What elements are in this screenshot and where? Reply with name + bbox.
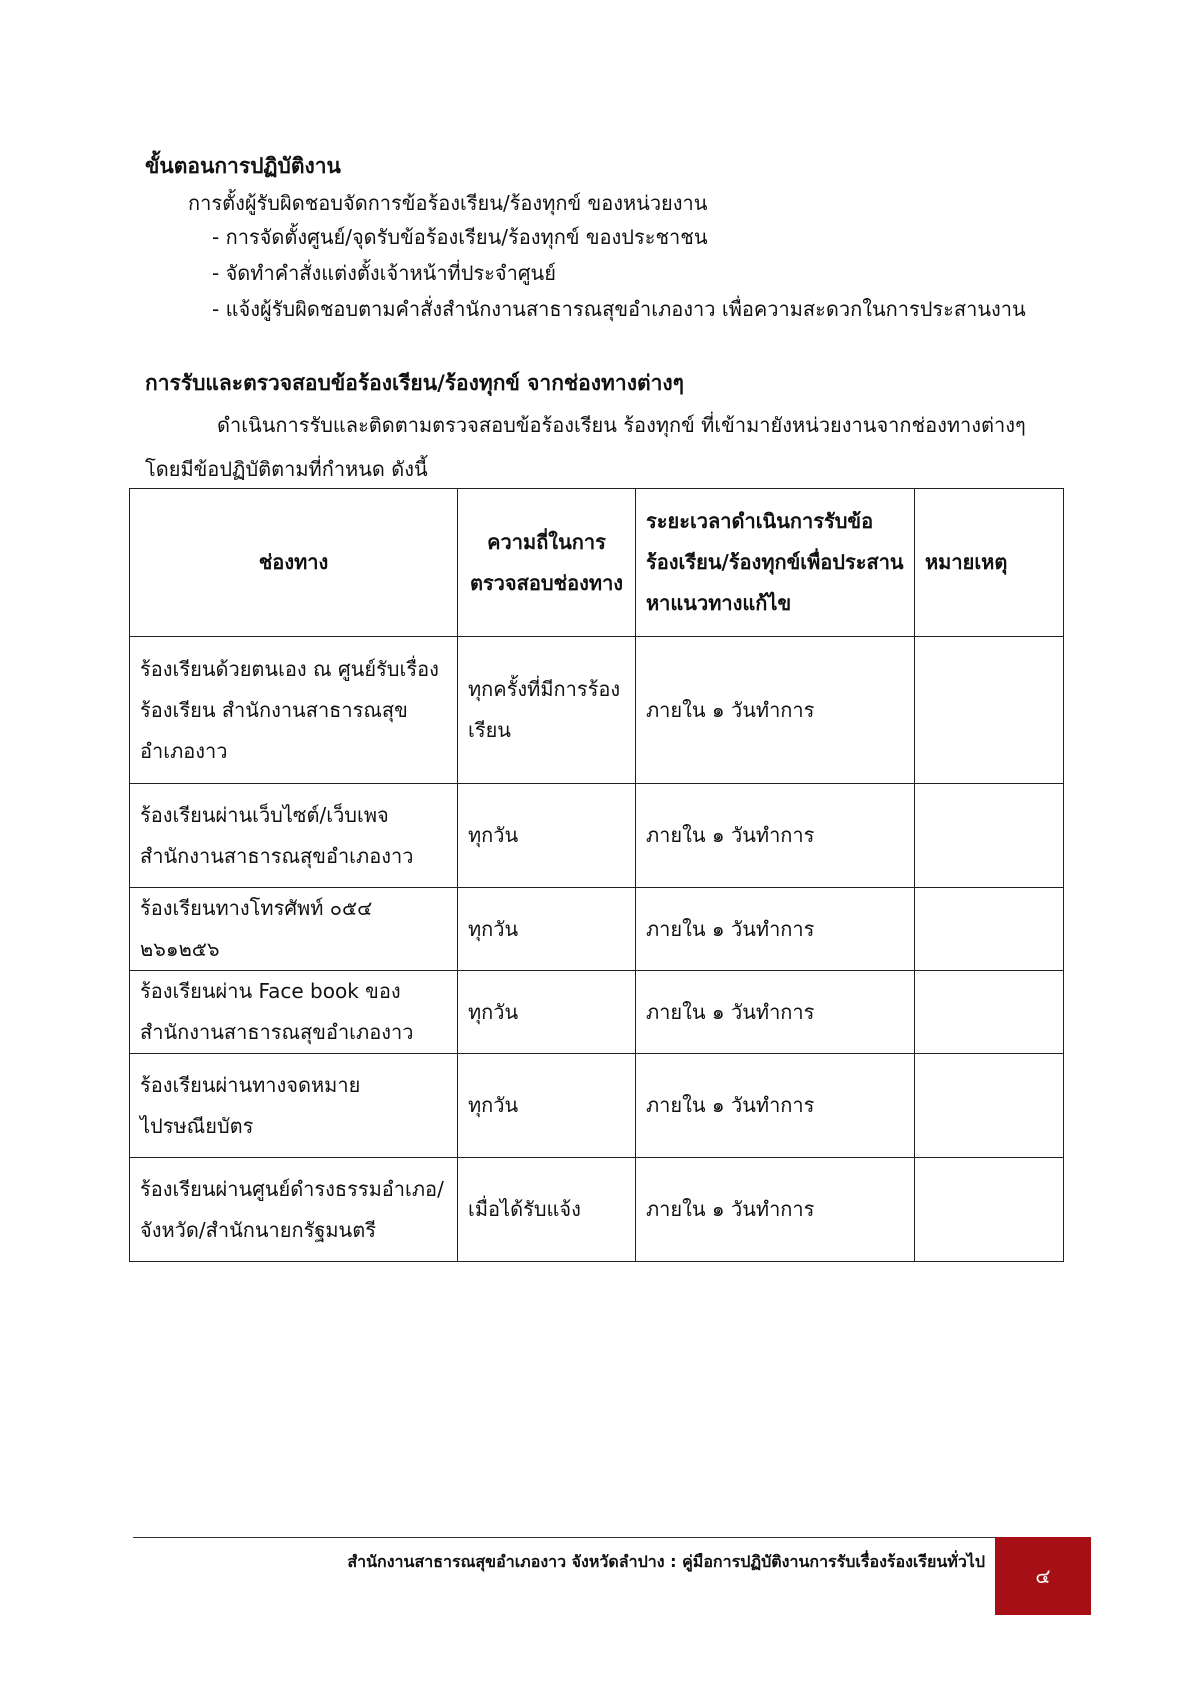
- page-number-badge: [995, 1537, 1091, 1615]
- channels-intro: [145, 403, 1055, 491]
- cell-frequency: เมื่อได้รับแจ้ง: [458, 1158, 636, 1262]
- cell-remark: [915, 784, 1064, 888]
- cell-frequency: ทุกครั้งที่มีการร้องเรียน: [458, 637, 636, 784]
- procedure-lead: การตั้งผู้รับผิดชอบจัดการข้อร้องเรียน/ร้องทุกข์ ของหน่วยงาน: [188, 191, 708, 215]
- page-number: ๔: [1035, 1564, 1051, 1588]
- cell-channel: ร้องเรียนผ่าน Face book ของสำนักงานสาธารณสุขอำเภองาว: [130, 971, 458, 1054]
- channels-intro-text: ดำเนินการรับและติดตามตรวจสอบข้อร้องเรียน ร้องทุกข์ ที่เข้ามายังหน่วยงานจากช่องทางต่างๆ โดยมีข้อปฏิบัติตามที่กำหนด ดังนี้: [145, 413, 1026, 481]
- footer-divider: [133, 1537, 995, 1538]
- header-remark: หมายเหตุ: [915, 489, 1064, 637]
- cell-frequency: ทุกวัน: [458, 971, 636, 1054]
- procedure-item: - การจัดตั้งศูนย์/จุดรับข้อร้องเรียน/ร้องทุกข์ ของประชาชน: [212, 219, 1026, 255]
- header-timeframe: ระยะเวลาดำเนินการรับข้อร้องเรียน/ร้องทุกข์เพื่อประสานหาแนวทางแก้ไข: [636, 489, 915, 637]
- cell-channel: ร้องเรียนผ่านศูนย์ดำรงธรรมอำเภอ/จังหวัด/สำนักนายกรัฐมนตรี: [130, 1158, 458, 1262]
- cell-timeframe: ภายใน ๑ วันทำการ: [636, 1054, 915, 1158]
- footer-title: สำนักงานสาธารณสุขอำเภองาว จังหวัดลำปาง : คู่มือการปฏิบัติงานการรับเรื่องร้องเรียนทั่วไป: [347, 1552, 985, 1571]
- cell-timeframe: ภายใน ๑ วันทำการ: [636, 1158, 915, 1262]
- cell-timeframe: ภายใน ๑ วันทำการ: [636, 888, 915, 971]
- header-channel: ช่องทาง: [130, 489, 458, 637]
- procedure-item: - จัดทำคำสั่งแต่งตั้งเจ้าหน้าที่ประจำศูนย์: [212, 255, 1026, 291]
- cell-timeframe: ภายใน ๑ วันทำการ: [636, 637, 915, 784]
- section-heading-channels: การรับและตรวจสอบข้อร้องเรียน/ร้องทุกข์ จากช่องทางต่างๆ: [145, 371, 684, 395]
- cell-frequency: ทุกวัน: [458, 888, 636, 971]
- cell-frequency: ทุกวัน: [458, 784, 636, 888]
- procedure-list: [212, 219, 1026, 327]
- cell-remark: [915, 888, 1064, 971]
- table-row: [130, 971, 1064, 1054]
- cell-remark: [915, 971, 1064, 1054]
- table-header-row: [130, 489, 1064, 637]
- table-row: [130, 637, 1064, 784]
- header-frequency: ความถี่ในการตรวจสอบช่องทาง: [458, 489, 636, 637]
- cell-timeframe: ภายใน ๑ วันทำการ: [636, 784, 915, 888]
- section-heading-procedure: ขั้นตอนการปฏิบัติงาน: [145, 154, 341, 178]
- channels-table: [129, 488, 1064, 1262]
- table-row: [130, 784, 1064, 888]
- cell-remark: [915, 1158, 1064, 1262]
- cell-remark: [915, 1054, 1064, 1158]
- table-row: [130, 1158, 1064, 1262]
- table-row: [130, 888, 1064, 971]
- cell-frequency: ทุกวัน: [458, 1054, 636, 1158]
- cell-timeframe: ภายใน ๑ วันทำการ: [636, 971, 915, 1054]
- cell-channel: ร้องเรียนด้วยตนเอง ณ ศูนย์รับเรื่องร้องเรียน สำนักงานสาธารณสุขอำเภองาว: [130, 637, 458, 784]
- cell-channel: ร้องเรียนทางโทรศัพท์ ๐๕๔ ๒๖๑๒๕๖: [130, 888, 458, 971]
- cell-remark: [915, 637, 1064, 784]
- table-row: [130, 1054, 1064, 1158]
- procedure-item: - แจ้งผู้รับผิดชอบตามคำสั่งสำนักงานสาธารณสุขอำเภองาว เพื่อความสะดวกในการประสานงาน: [212, 291, 1026, 327]
- cell-channel: ร้องเรียนผ่านเว็บไซต์/เว็บเพจ สำนักงานสาธารณสุขอำเภองาว: [130, 784, 458, 888]
- cell-channel: ร้องเรียนผ่านทางจดหมายไปรษณียบัตร: [130, 1054, 458, 1158]
